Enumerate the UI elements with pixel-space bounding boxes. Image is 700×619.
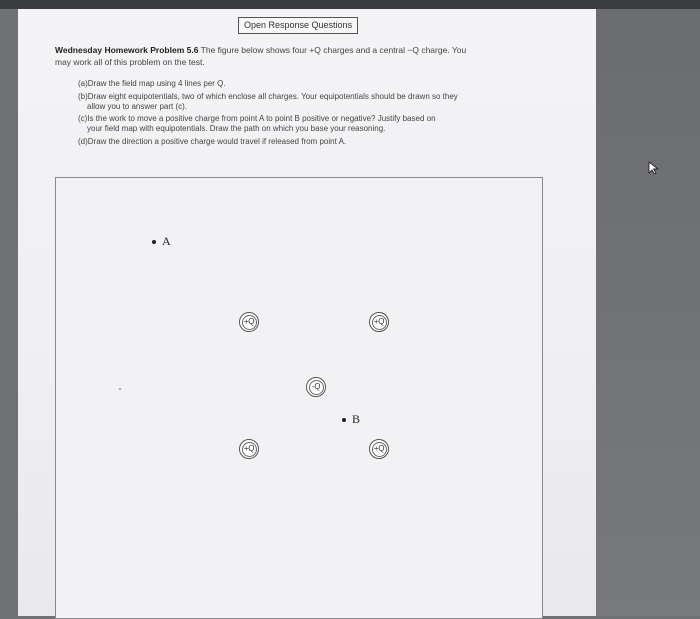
document-page bbox=[18, 9, 596, 616]
question-part-c: (c)Is the work to move a positive charge from point A to point B positive or negative? Justify based on your field map with equipotentials. Draw the path on which you base your reasoning. bbox=[78, 114, 436, 133]
section-title: Open Response Questions bbox=[238, 17, 358, 34]
question-part-b: (b)Draw eight equipotentials, two of which enclose all charges. Your equipotentials should be drawn so they allow you to answer part (c). bbox=[78, 91, 458, 111]
point-a-dot bbox=[152, 240, 156, 244]
point-a bbox=[152, 234, 171, 249]
problem-text-line1: The figure below shows four +Q charges and a central −Q charge. You bbox=[200, 45, 467, 55]
question-part-a: (a)Draw the field map using 4 lines per Q. bbox=[78, 79, 226, 88]
cursor-arrow-icon bbox=[648, 161, 660, 175]
point-b bbox=[342, 412, 360, 427]
question-part-d: (d)Draw the direction a positive charge would travel if released from point A. bbox=[78, 136, 347, 146]
point-a-label: A bbox=[162, 234, 171, 248]
charge-bottom-left: +Q bbox=[239, 439, 259, 459]
point-b-dot bbox=[342, 418, 346, 422]
problem-text-line2: may work all of this problem on the test. bbox=[55, 57, 205, 67]
charge-figure[interactable] bbox=[55, 177, 543, 619]
charge-bottom-right: +Q bbox=[369, 439, 389, 459]
question-parts bbox=[78, 79, 548, 149]
side-panel bbox=[596, 9, 700, 616]
charge-top-right: +Q bbox=[369, 312, 389, 332]
paper-speck bbox=[119, 388, 121, 390]
charge-top-left: +Q bbox=[239, 312, 259, 332]
problem-intro bbox=[55, 44, 545, 68]
charge-center-negative: -Q bbox=[306, 377, 326, 397]
point-b-label: B bbox=[352, 412, 361, 426]
problem-heading: Wednesday Homework Problem 5.6 bbox=[55, 45, 199, 55]
top-bar bbox=[0, 0, 700, 9]
